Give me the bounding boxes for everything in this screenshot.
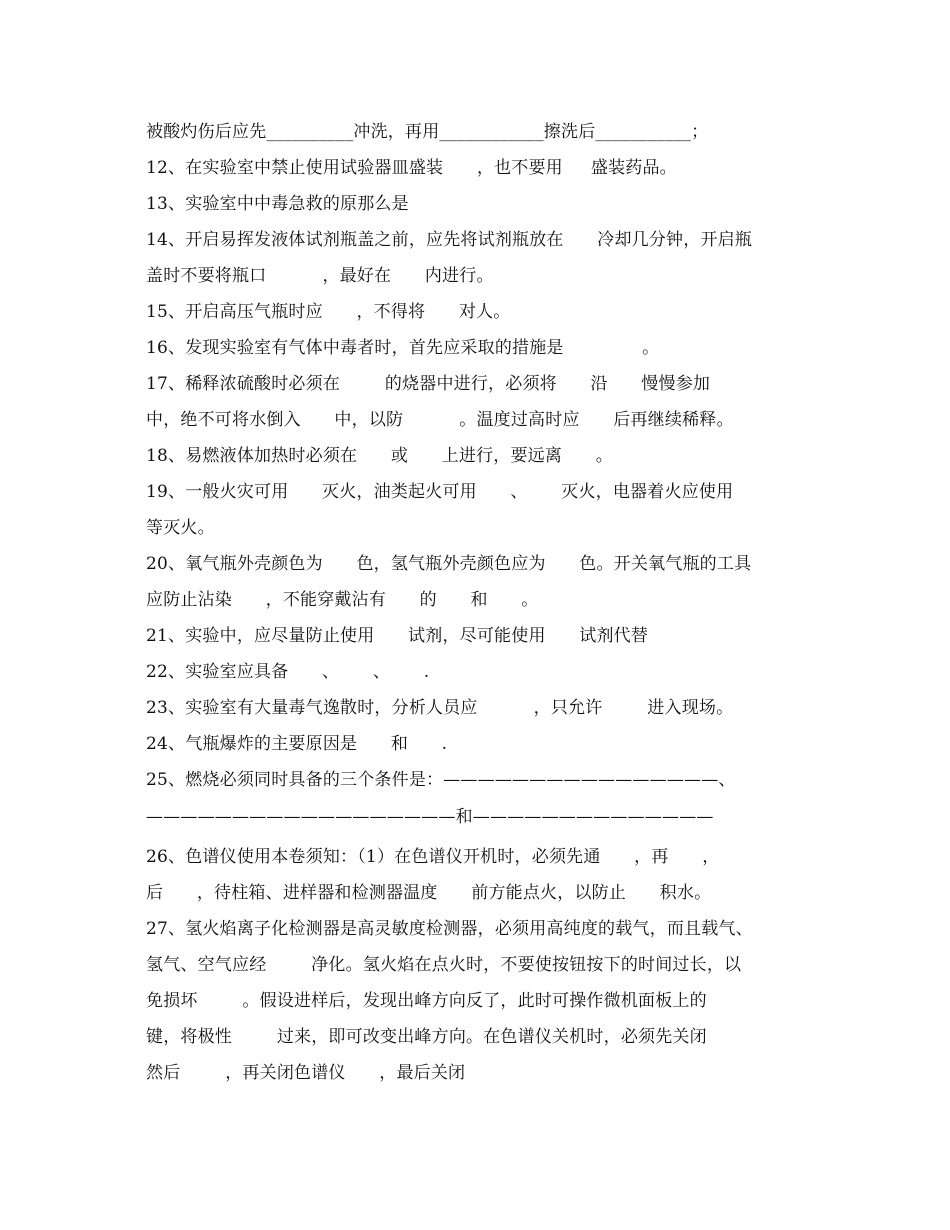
text-line: 21、实验中，应尽量防止使用 试剂，尽可能使用 试剂代替 (146, 626, 649, 646)
text-line: 13、实验室中中毒急救的原那么是 (146, 194, 409, 214)
text-line: 盖时不要将瓶口 ，最好在 内进行。 (146, 266, 494, 286)
text-line: 被酸灼伤后应先__________冲洗，再用____________擦洗后___________； (146, 122, 709, 142)
text-line: 24、气瓶爆炸的主要原因是 和 . (146, 734, 448, 754)
text-line: 19、一般火灾可用 灭火，油类起火可用 、 灭火，电器着火应使用 (146, 482, 734, 502)
text-line: 20、氧气瓶外壳颜色为 色，氢气瓶外壳颜色应为 色。开关氧气瓶的工具 (146, 554, 752, 574)
text-line: 免损坏 。假设进样后，发现出峰方向反了，此时可操作微机面板上的 (146, 991, 707, 1011)
text-line: 中，绝不可将水倒入 中，以防 。温度过高时应 后再继续稀释。 (146, 410, 734, 430)
text-line: 15、开启高压气瓶时应 ，不得将 对人。 (146, 302, 511, 322)
text-line: 27、氢火焰离子化检测器是高灵敏度检测器，必须用高纯度的载气，而且载气、 (146, 919, 753, 939)
text-line: 18、易燃液体加热时必须在 或 上进行，要远离 。 (146, 446, 613, 466)
text-line: 12、在实验室中禁止使用试验器皿盛装 ，也不要用 盛装药品。 (146, 158, 677, 178)
text-line: 然后 ，再关闭色谱仪 ，最后关闭 (146, 1063, 466, 1083)
text-line: 后 ，待柱箱、进样器和检测器温度 前方能点火，以防止 积水。 (146, 883, 712, 903)
text-line: 氢气、空气应经 净化。氢火焰在点火时，不要使按钮按下的时间过长，以 (146, 955, 742, 975)
text-line: ——————————————————和—————————————— (146, 807, 714, 827)
text-line: 26、色谱仪使用本卷须知：（1）在色谱仪开机时，必须先通 ，再 ， (146, 847, 720, 867)
text-line: 16、发现实验室有气体中毒者时，首先应采取的措施是 。 (146, 338, 660, 358)
text-line: 23、实验室有大量毒气逸散时，分析人员应 ，只允许 进入现场。 (146, 698, 734, 718)
text-line: 14、开启易挥发液体试剂瓶盖之前，应先将试剂瓶放在 冷却几分钟，开启瓶 (146, 230, 753, 250)
text-line: 应防止沾染 ，不能穿戴沾有 的 和 。 (146, 590, 539, 610)
text-line: 25、燃烧必须同时具备的三个条件是：————————————————、 (146, 770, 736, 790)
text-line: 22、实验室应具备 、 、 . (146, 662, 430, 682)
text-line: 等灭火。 (146, 518, 215, 538)
text-line: 17、稀释浓硫酸时必须在 的烧器中进行，必须将 沿 慢慢参加 (146, 374, 711, 394)
text-line: 键，将极性 过来，即可改变出峰方向。在色谱仪关机时，必须先关闭 (146, 1027, 707, 1047)
